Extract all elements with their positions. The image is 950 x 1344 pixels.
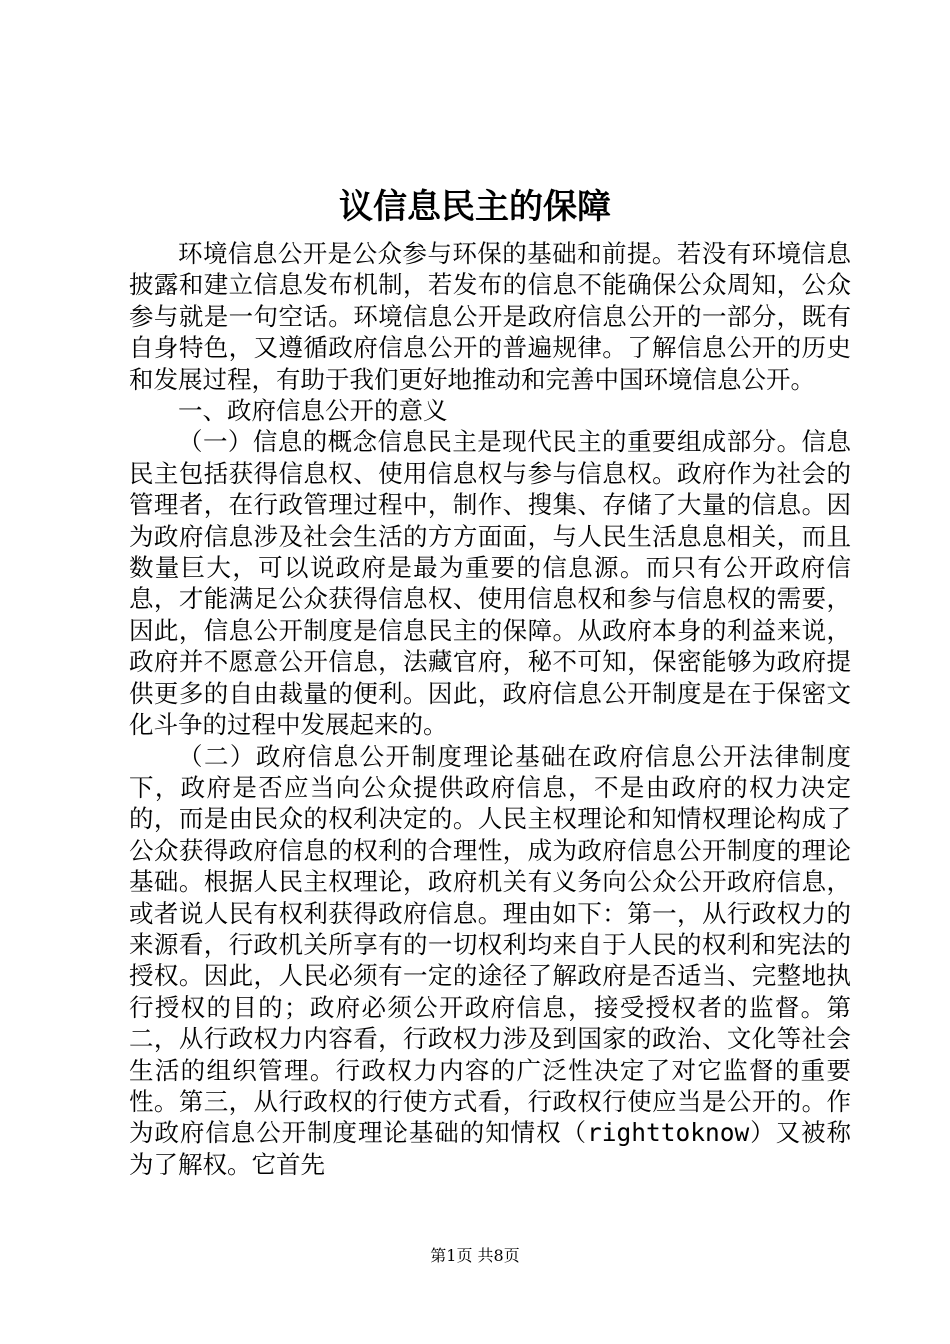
page-footer: 第1页 共8页 xyxy=(430,1246,520,1265)
document-title: 议信息民主的保障 xyxy=(339,187,611,227)
paragraph-intro: 环境信息公开是公众参与环保的基础和前提。若没有环境信息披露和建立信息发布机制，若发布的信息不能确保公众周知，公众参与就是一句空话。环境信息公开是政府信息公开的一部分，既有自身特色，又遵循政府信息公开的普遍规律。了解信息公开的历史和发展过程，有助于我们更好地推动和完善中国环境信息公开。 xyxy=(129,239,851,394)
paragraph-theory: （二）政府信息公开制度理论基础在政府信息公开法律制度下，政府是否应当向公众提供政府信息，不是由政府的权力决定的，而是由民众的权利决定的。人民主权理论和知情权理论构成了公众获得政府信息的权利的合理性，成为政府信息公开制度的理论基础。根据人民主权理论，政府机关有义务向公众公开政府信息，或者说人民有权利获得政府信息。理由如下：第一，从行政权力的来源看，行政机关所享有的一切权利均来自于人民的权利和宪法的授权。因此，人民必须有一定的途径了解政府是否适当、完整地执行授权的目的；政府必须公开政府信息，接受授权者的监督。第二，从行政权力内容看，行政权力涉及到国家的政治、文化等社会生活的组织管理。行政权力内容的广泛性决定了对它监督的重要性。第三，从行政权的行使方式看，行政权行使应当是公开的。作为政府信息公开制度理论基础的知情权（righttoknow）又被称为了解权。它首先 xyxy=(129,741,851,1179)
paragraph-concept: （一）信息的概念信息民主是现代民主的重要组成部分。信息民主包括获得信息权、使用信息权与参与信息权。政府作为社会的管理者，在行政管理过程中，制作、搜集、存储了大量的信息。因为政府信息涉及社会生活的方方面面，与人民生活息息相关，而且数量巨大，可以说政府是最为重要的信息源。而只有公开政府信息，才能满足公众获得信息权、使用信息权和参与信息权的需要，因此，信息公开制度是信息民主的保障。从政府本身的利益来说，政府并不愿意公开信息，法藏官府，秘不可知，保密能够为政府提供更多的自由裁量的便利。因此，政府信息公开制度是在于保密文化斗争的过程中发展起来的。 xyxy=(129,427,851,740)
document-body xyxy=(129,238,851,1180)
section-heading: 一、政府信息公开的意义 xyxy=(178,396,448,426)
